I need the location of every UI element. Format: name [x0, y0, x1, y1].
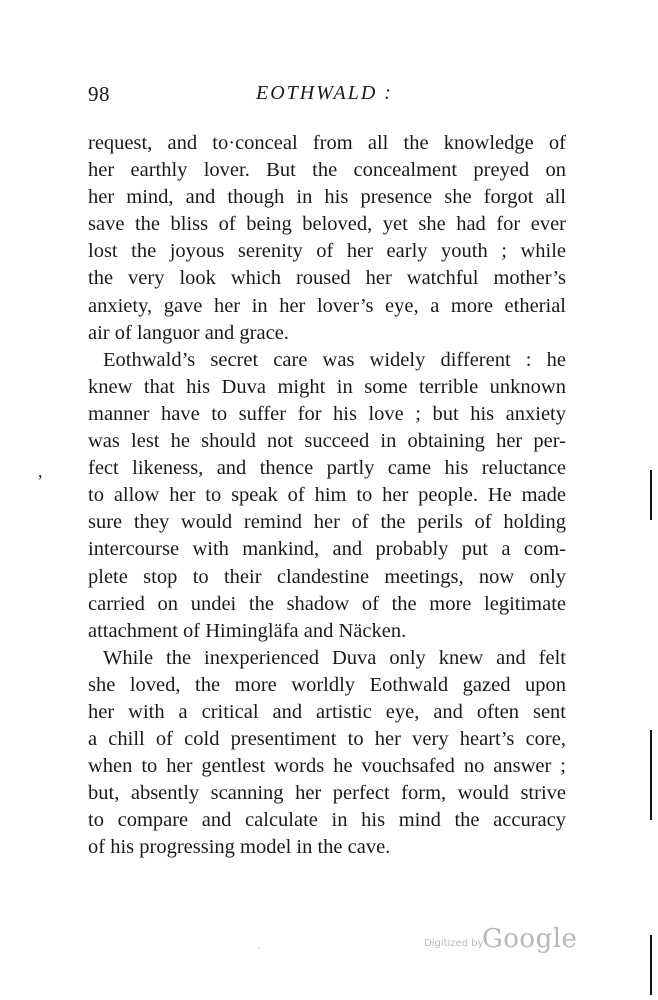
- text-line: her mind, and though in his presence she forgot all: [88, 186, 566, 209]
- text-line: to allow her to speak of him to her people. He made: [88, 484, 566, 507]
- page-header: [0, 82, 658, 112]
- text-line: lost the joyous serenity of her early youth ; while: [88, 240, 566, 263]
- text-line: to compare and calculate in his mind the accuracy: [88, 809, 566, 832]
- text-line: when to her gentlest words he vouchsafed no answer ;: [88, 755, 566, 778]
- google-logo: Google: [482, 924, 578, 954]
- digitized-label: Digitized by: [424, 938, 484, 949]
- scan-edge-mark: [650, 935, 652, 995]
- text-line: carried on undei the shadow of the more legitimate: [88, 592, 566, 615]
- margin-mark: ,: [38, 461, 43, 481]
- text-line: was lest he should not succeed in obtaining her per-: [88, 430, 566, 453]
- text-line: but, absently scanning her perfect form, would strive: [88, 782, 566, 805]
- paragraph-start-line: While the inexperienced Duva only knew and felt: [103, 646, 566, 669]
- text-line: fect likeness, and thence partly came his reluctance: [88, 457, 566, 480]
- text-line: of his progressing model in the cave.: [88, 836, 391, 859]
- text-line: her earthly lover. But the concealment preyed on: [88, 159, 566, 182]
- scan-edge-mark: [650, 730, 652, 820]
- footer-dot: .: [258, 942, 260, 951]
- text-line: the very look which roused her watchful mother’s: [88, 267, 566, 290]
- text-line: plete stop to their clandestine meetings, now only: [88, 565, 566, 588]
- paragraph-start-line: Eothwald’s secret care was widely different : he: [103, 348, 566, 371]
- page-number: 98: [88, 82, 110, 106]
- text-line: request, and to·conceal from all the knowledge of: [88, 132, 566, 154]
- digitized-watermark: [424, 920, 578, 960]
- running-title: EOTHWALD :: [256, 82, 393, 104]
- text-line: manner have to suffer for his love ; but his anxiety: [88, 402, 566, 425]
- body-text: [88, 130, 566, 862]
- text-line: air of languor and grace.: [88, 321, 289, 344]
- text-line: anxiety, gave her in her lover’s eye, a more etherial: [88, 294, 566, 317]
- text-line: intercourse with mankind, and probably put a com-: [88, 538, 566, 561]
- scan-edge-mark: [650, 470, 652, 520]
- text-line: her with a critical and artistic eye, and often sent: [88, 700, 566, 723]
- text-line: she loved, the more worldly Eothwald gazed upon: [88, 673, 566, 696]
- text-line: a chill of cold presentiment to her very heart’s core,: [88, 728, 566, 751]
- text-line: attachment of Himingläfa and Näcken.: [88, 619, 407, 642]
- text-line: save the bliss of being beloved, yet she had for ever: [88, 213, 566, 236]
- text-line: knew that his Duva might in some terrible unknown: [88, 375, 566, 398]
- text-line: sure they would remind her of the perils of holding: [88, 511, 566, 534]
